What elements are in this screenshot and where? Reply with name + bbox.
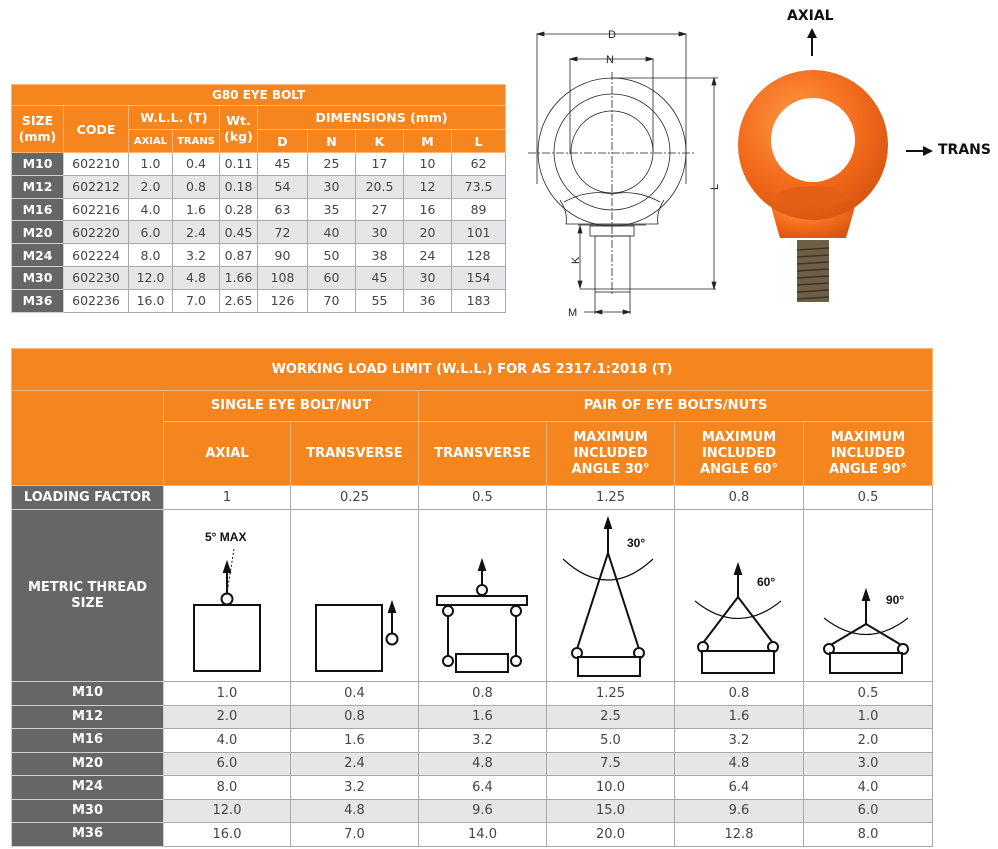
cell-single-transverse: 0.4 (291, 682, 419, 706)
pair-transverse-spreader-icon (419, 511, 546, 681)
loading-factor-angle-30: 1.25 (547, 486, 675, 510)
cell-weight: 0.28 (220, 198, 258, 221)
cell-single-transverse: 4.8 (291, 799, 419, 823)
cell-wll-axial: 12.0 (129, 266, 173, 289)
cell-dim-l: 154 (452, 266, 506, 289)
working-load-limit-table (11, 348, 933, 847)
wll-table-row (12, 776, 933, 800)
cell-code: 602220 (64, 221, 129, 244)
cell-wll-axial: 6.0 (129, 221, 173, 244)
wll-table-row (12, 823, 933, 847)
cell-wll-axial: 2.0 (129, 175, 173, 198)
cell-wll-axial: 4.0 (129, 198, 173, 221)
diagram-angle-90 (804, 510, 933, 682)
wll-table-body (12, 682, 933, 847)
cell-dim-n: 30 (308, 175, 356, 198)
diagram-pair-transverse (419, 510, 547, 682)
header-dim-d: D (258, 130, 308, 153)
cell-single-transverse: 1.6 (291, 729, 419, 753)
cell-dim-l: 128 (452, 244, 506, 267)
g80-eye-bolt-spec-table (11, 84, 506, 313)
cell-pair-transverse: 14.0 (419, 823, 547, 847)
cell-angle-60: 4.8 (675, 752, 804, 776)
col-pair-angle-30: MAXIMUM INCLUDED ANGLE 30° (547, 422, 675, 486)
header-dim-k: K (356, 130, 404, 153)
header-dim-m: M (404, 130, 452, 153)
spec-table-row (12, 221, 506, 244)
metric-thread-size-label: METRIC THREAD SIZE (12, 510, 164, 682)
axial-direction-label: AXIAL (787, 8, 834, 24)
cell-wll-trans: 7.0 (173, 289, 220, 312)
spec-table-row (12, 198, 506, 221)
cell-single-axial: 12.0 (164, 799, 291, 823)
cell-dim-l: 73.5 (452, 175, 506, 198)
cell-dim-m: 20 (404, 221, 452, 244)
cell-wll-trans: 0.8 (173, 175, 220, 198)
cell-code: 602230 (64, 266, 129, 289)
cell-pair-transverse: 4.8 (419, 752, 547, 776)
cell-dim-n: 50 (308, 244, 356, 267)
cell-wll-trans: 3.2 (173, 244, 220, 267)
cell-angle-90: 4.0 (804, 776, 933, 800)
pair-60-degree-sling-icon (675, 511, 803, 681)
cell-code: 602212 (64, 175, 129, 198)
cell-wll-trans: 4.8 (173, 266, 220, 289)
cell-angle-90: 2.0 (804, 729, 933, 753)
spec-table-row (12, 175, 506, 198)
cell-dim-m: 24 (404, 244, 452, 267)
cell-dim-d: 63 (258, 198, 308, 221)
cell-size: M10 (12, 153, 64, 176)
col-pair-transverse: TRANSVERSE (419, 422, 547, 486)
loading-factor-angle-90: 0.5 (804, 486, 933, 510)
cell-dim-n: 35 (308, 198, 356, 221)
cell-dim-k: 55 (356, 289, 404, 312)
cell-angle-60: 6.4 (675, 776, 804, 800)
cell-dim-m: 16 (404, 198, 452, 221)
cell-thread-size: M36 (12, 823, 164, 847)
cell-angle-60: 0.8 (675, 682, 804, 706)
cell-dim-m: 30 (404, 266, 452, 289)
spec-table-row (12, 289, 506, 312)
loading-factor-pair-transverse: 0.5 (419, 486, 547, 510)
wll-table-row (12, 682, 933, 706)
group-single-eye-bolt: SINGLE EYE BOLT/NUT (164, 391, 419, 422)
cell-angle-30: 20.0 (547, 823, 675, 847)
header-dim-l: L (452, 130, 506, 153)
cell-angle-30: 7.5 (547, 752, 675, 776)
cell-angle-90: 0.5 (804, 682, 933, 706)
cell-dim-m: 12 (404, 175, 452, 198)
cell-angle-60: 12.8 (675, 823, 804, 847)
cell-dim-k: 45 (356, 266, 404, 289)
header-dimensions: DIMENSIONS (mm) (258, 106, 506, 130)
header-wll: W.L.L. (T) (129, 106, 220, 130)
single-transverse-lift-icon (292, 511, 418, 681)
cell-thread-size: M20 (12, 752, 164, 776)
cell-weight: 0.11 (220, 153, 258, 176)
cell-weight: 0.18 (220, 175, 258, 198)
cell-angle-90: 1.0 (804, 705, 933, 729)
cell-size: M16 (12, 198, 64, 221)
wll-table-row (12, 729, 933, 753)
cell-dim-l: 101 (452, 221, 506, 244)
spec-table-body (12, 153, 506, 313)
cell-weight: 0.45 (220, 221, 258, 244)
cell-dim-d: 108 (258, 266, 308, 289)
cell-single-axial: 4.0 (164, 729, 291, 753)
cell-wll-trans: 1.6 (173, 198, 220, 221)
cell-single-transverse: 7.0 (291, 823, 419, 847)
header-code: CODE (64, 106, 129, 153)
cell-code: 602236 (64, 289, 129, 312)
diagram-single-transverse (291, 510, 419, 682)
wll-table-row (12, 799, 933, 823)
cell-dim-d: 126 (258, 289, 308, 312)
dim-label-l: L (709, 183, 721, 190)
eye-bolt-technical-drawing (528, 24, 728, 324)
pair-90-degree-sling-icon (804, 511, 932, 681)
cell-single-transverse: 0.8 (291, 705, 419, 729)
wll-table-title: WORKING LOAD LIMIT (W.L.L.) FOR AS 2317.1:2018 (T) (12, 349, 933, 391)
cell-dim-n: 70 (308, 289, 356, 312)
dim-label-m: M (568, 307, 578, 319)
cell-angle-90: 3.0 (804, 752, 933, 776)
diagram-single-axial (164, 510, 291, 682)
angle-60-label: 60° (757, 574, 776, 589)
cell-dim-n: 40 (308, 221, 356, 244)
cell-thread-size: M12 (12, 705, 164, 729)
cell-weight: 1.66 (220, 266, 258, 289)
cell-dim-n: 60 (308, 266, 356, 289)
cell-weight: 0.87 (220, 244, 258, 267)
cell-dim-d: 72 (258, 221, 308, 244)
cell-single-transverse: 2.4 (291, 752, 419, 776)
col-single-axial: AXIAL (164, 422, 291, 486)
spec-table-row (12, 153, 506, 176)
trans-direction-label: TRANS (938, 142, 991, 158)
cell-pair-transverse: 1.6 (419, 705, 547, 729)
header-wll-axial: AXIAL (129, 130, 173, 153)
cell-dim-k: 20.5 (356, 175, 404, 198)
cell-dim-d: 90 (258, 244, 308, 267)
cell-dim-k: 17 (356, 153, 404, 176)
wll-corner-cell (12, 391, 164, 486)
cell-size: M20 (12, 221, 64, 244)
cell-angle-90: 8.0 (804, 823, 933, 847)
header-weight: Wt. (kg) (220, 106, 258, 153)
cell-dim-l: 183 (452, 289, 506, 312)
cell-pair-transverse: 0.8 (419, 682, 547, 706)
cell-single-axial: 8.0 (164, 776, 291, 800)
loading-factor-single-transverse: 0.25 (291, 486, 419, 510)
eye-bolt-product-photo (725, 0, 998, 320)
loading-factor-axial: 1 (164, 486, 291, 510)
cell-thread-size: M10 (12, 682, 164, 706)
cell-angle-30: 10.0 (547, 776, 675, 800)
dim-label-d: D (608, 29, 616, 41)
header-dim-n: N (308, 130, 356, 153)
single-axial-lift-icon (164, 511, 290, 681)
five-degree-max-label: 5° MAX (205, 529, 247, 544)
loading-factor-label: LOADING FACTOR (12, 486, 164, 510)
cell-wll-trans: 2.4 (173, 221, 220, 244)
cell-code: 602210 (64, 153, 129, 176)
dim-label-k: K (570, 256, 582, 264)
pair-30-degree-sling-icon (547, 511, 674, 681)
cell-code: 602216 (64, 198, 129, 221)
cell-angle-30: 15.0 (547, 799, 675, 823)
spec-table-row (12, 266, 506, 289)
cell-single-transverse: 3.2 (291, 776, 419, 800)
cell-dim-n: 25 (308, 153, 356, 176)
cell-angle-60: 9.6 (675, 799, 804, 823)
cell-angle-60: 3.2 (675, 729, 804, 753)
header-wll-trans: TRANS (173, 130, 220, 153)
cell-size: M36 (12, 289, 64, 312)
cell-dim-k: 38 (356, 244, 404, 267)
cell-size: M24 (12, 244, 64, 267)
cell-size: M30 (12, 266, 64, 289)
cell-single-axial: 2.0 (164, 705, 291, 729)
cell-wll-axial: 8.0 (129, 244, 173, 267)
col-pair-angle-90: MAXIMUM INCLUDED ANGLE 90° (804, 422, 933, 486)
loading-factor-row (12, 486, 933, 510)
cell-dim-k: 30 (356, 221, 404, 244)
cell-angle-30: 5.0 (547, 729, 675, 753)
cell-dim-m: 10 (404, 153, 452, 176)
diagram-angle-60 (675, 510, 804, 682)
cell-angle-60: 1.6 (675, 705, 804, 729)
dim-label-n: N (606, 54, 614, 66)
wll-table-row (12, 705, 933, 729)
group-pair-eye-bolts: PAIR OF EYE BOLTS/NUTS (419, 391, 933, 422)
col-pair-angle-60: MAXIMUM INCLUDED ANGLE 60° (675, 422, 804, 486)
cell-weight: 2.65 (220, 289, 258, 312)
cell-dim-m: 36 (404, 289, 452, 312)
cell-dim-k: 27 (356, 198, 404, 221)
angle-90-label: 90° (886, 592, 905, 607)
cell-wll-axial: 16.0 (129, 289, 173, 312)
spec-table-title: G80 EYE BOLT (12, 85, 506, 106)
cell-thread-size: M30 (12, 799, 164, 823)
cell-single-axial: 16.0 (164, 823, 291, 847)
cell-dim-d: 54 (258, 175, 308, 198)
cell-pair-transverse: 6.4 (419, 776, 547, 800)
cell-thread-size: M24 (12, 776, 164, 800)
cell-dim-l: 62 (452, 153, 506, 176)
cell-single-axial: 6.0 (164, 752, 291, 776)
spec-table-row (12, 244, 506, 267)
wll-table-row (12, 752, 933, 776)
cell-thread-size: M16 (12, 729, 164, 753)
cell-angle-90: 6.0 (804, 799, 933, 823)
col-single-transverse: TRANSVERSE (291, 422, 419, 486)
cell-size: M12 (12, 175, 64, 198)
cell-dim-l: 89 (452, 198, 506, 221)
diagram-row (12, 510, 933, 682)
cell-angle-30: 2.5 (547, 705, 675, 729)
cell-wll-trans: 0.4 (173, 153, 220, 176)
cell-single-axial: 1.0 (164, 682, 291, 706)
header-size: SIZE (mm) (12, 106, 64, 153)
cell-code: 602224 (64, 244, 129, 267)
cell-angle-30: 1.25 (547, 682, 675, 706)
diagram-angle-30 (547, 510, 675, 682)
cell-wll-axial: 1.0 (129, 153, 173, 176)
loading-factor-angle-60: 0.8 (675, 486, 804, 510)
cell-pair-transverse: 9.6 (419, 799, 547, 823)
cell-dim-d: 45 (258, 153, 308, 176)
cell-pair-transverse: 3.2 (419, 729, 547, 753)
angle-30-label: 30° (627, 535, 646, 550)
